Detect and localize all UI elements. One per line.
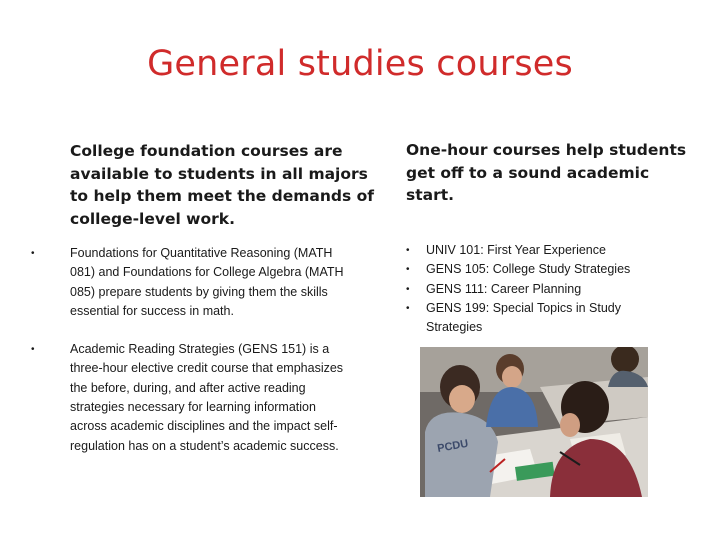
bullet-text: GENS 199: Special Topics in Study Strategies <box>426 300 622 335</box>
list-item <box>406 241 666 260</box>
bullet-text: Academic Reading Strategies (GENS 151) is a three-hour elective credit course that emphasizes the before, during, and after active reading strategies necessary for learning information across academic disciplines and the impact self-regulation has on a student’s academic success. <box>70 342 344 453</box>
bullet-icon: • <box>406 264 410 276</box>
bullet-text: GENS 111: Career Planning <box>426 281 582 296</box>
bullet-icon: • <box>406 302 410 314</box>
left-bullet-list <box>0 244 350 456</box>
right-bullet-list <box>406 241 666 337</box>
bullet-icon: • <box>31 344 35 356</box>
list-item <box>406 280 666 299</box>
bullet-icon: • <box>406 283 410 295</box>
bullet-text: Foundations for Quantitative Reasoning (MATH 081) and Foundations for College Algebra (MATH 085) prepare students by giving them the skills essential for success in math. <box>70 246 344 318</box>
right-column-heading: One-hour courses help students get off to a sound academic start. <box>406 141 687 204</box>
students-studying-photo <box>420 347 648 497</box>
slide-title: General studies courses <box>147 44 573 84</box>
svg-text:PCDU: PCDU <box>436 437 470 455</box>
list-item <box>0 244 350 321</box>
bullet-icon: • <box>406 245 410 256</box>
list-item <box>0 340 350 456</box>
bullet-text: GENS 105: College Study Strategies <box>426 262 631 277</box>
bullet-text: UNIV 101: First Year Experience <box>426 243 606 257</box>
list-item <box>406 260 666 279</box>
bullet-icon: • <box>31 248 35 259</box>
left-column-heading: College foundation courses are available to students in all majors to help them meet the demands of college-level work. <box>70 142 375 228</box>
list-item <box>406 299 666 338</box>
